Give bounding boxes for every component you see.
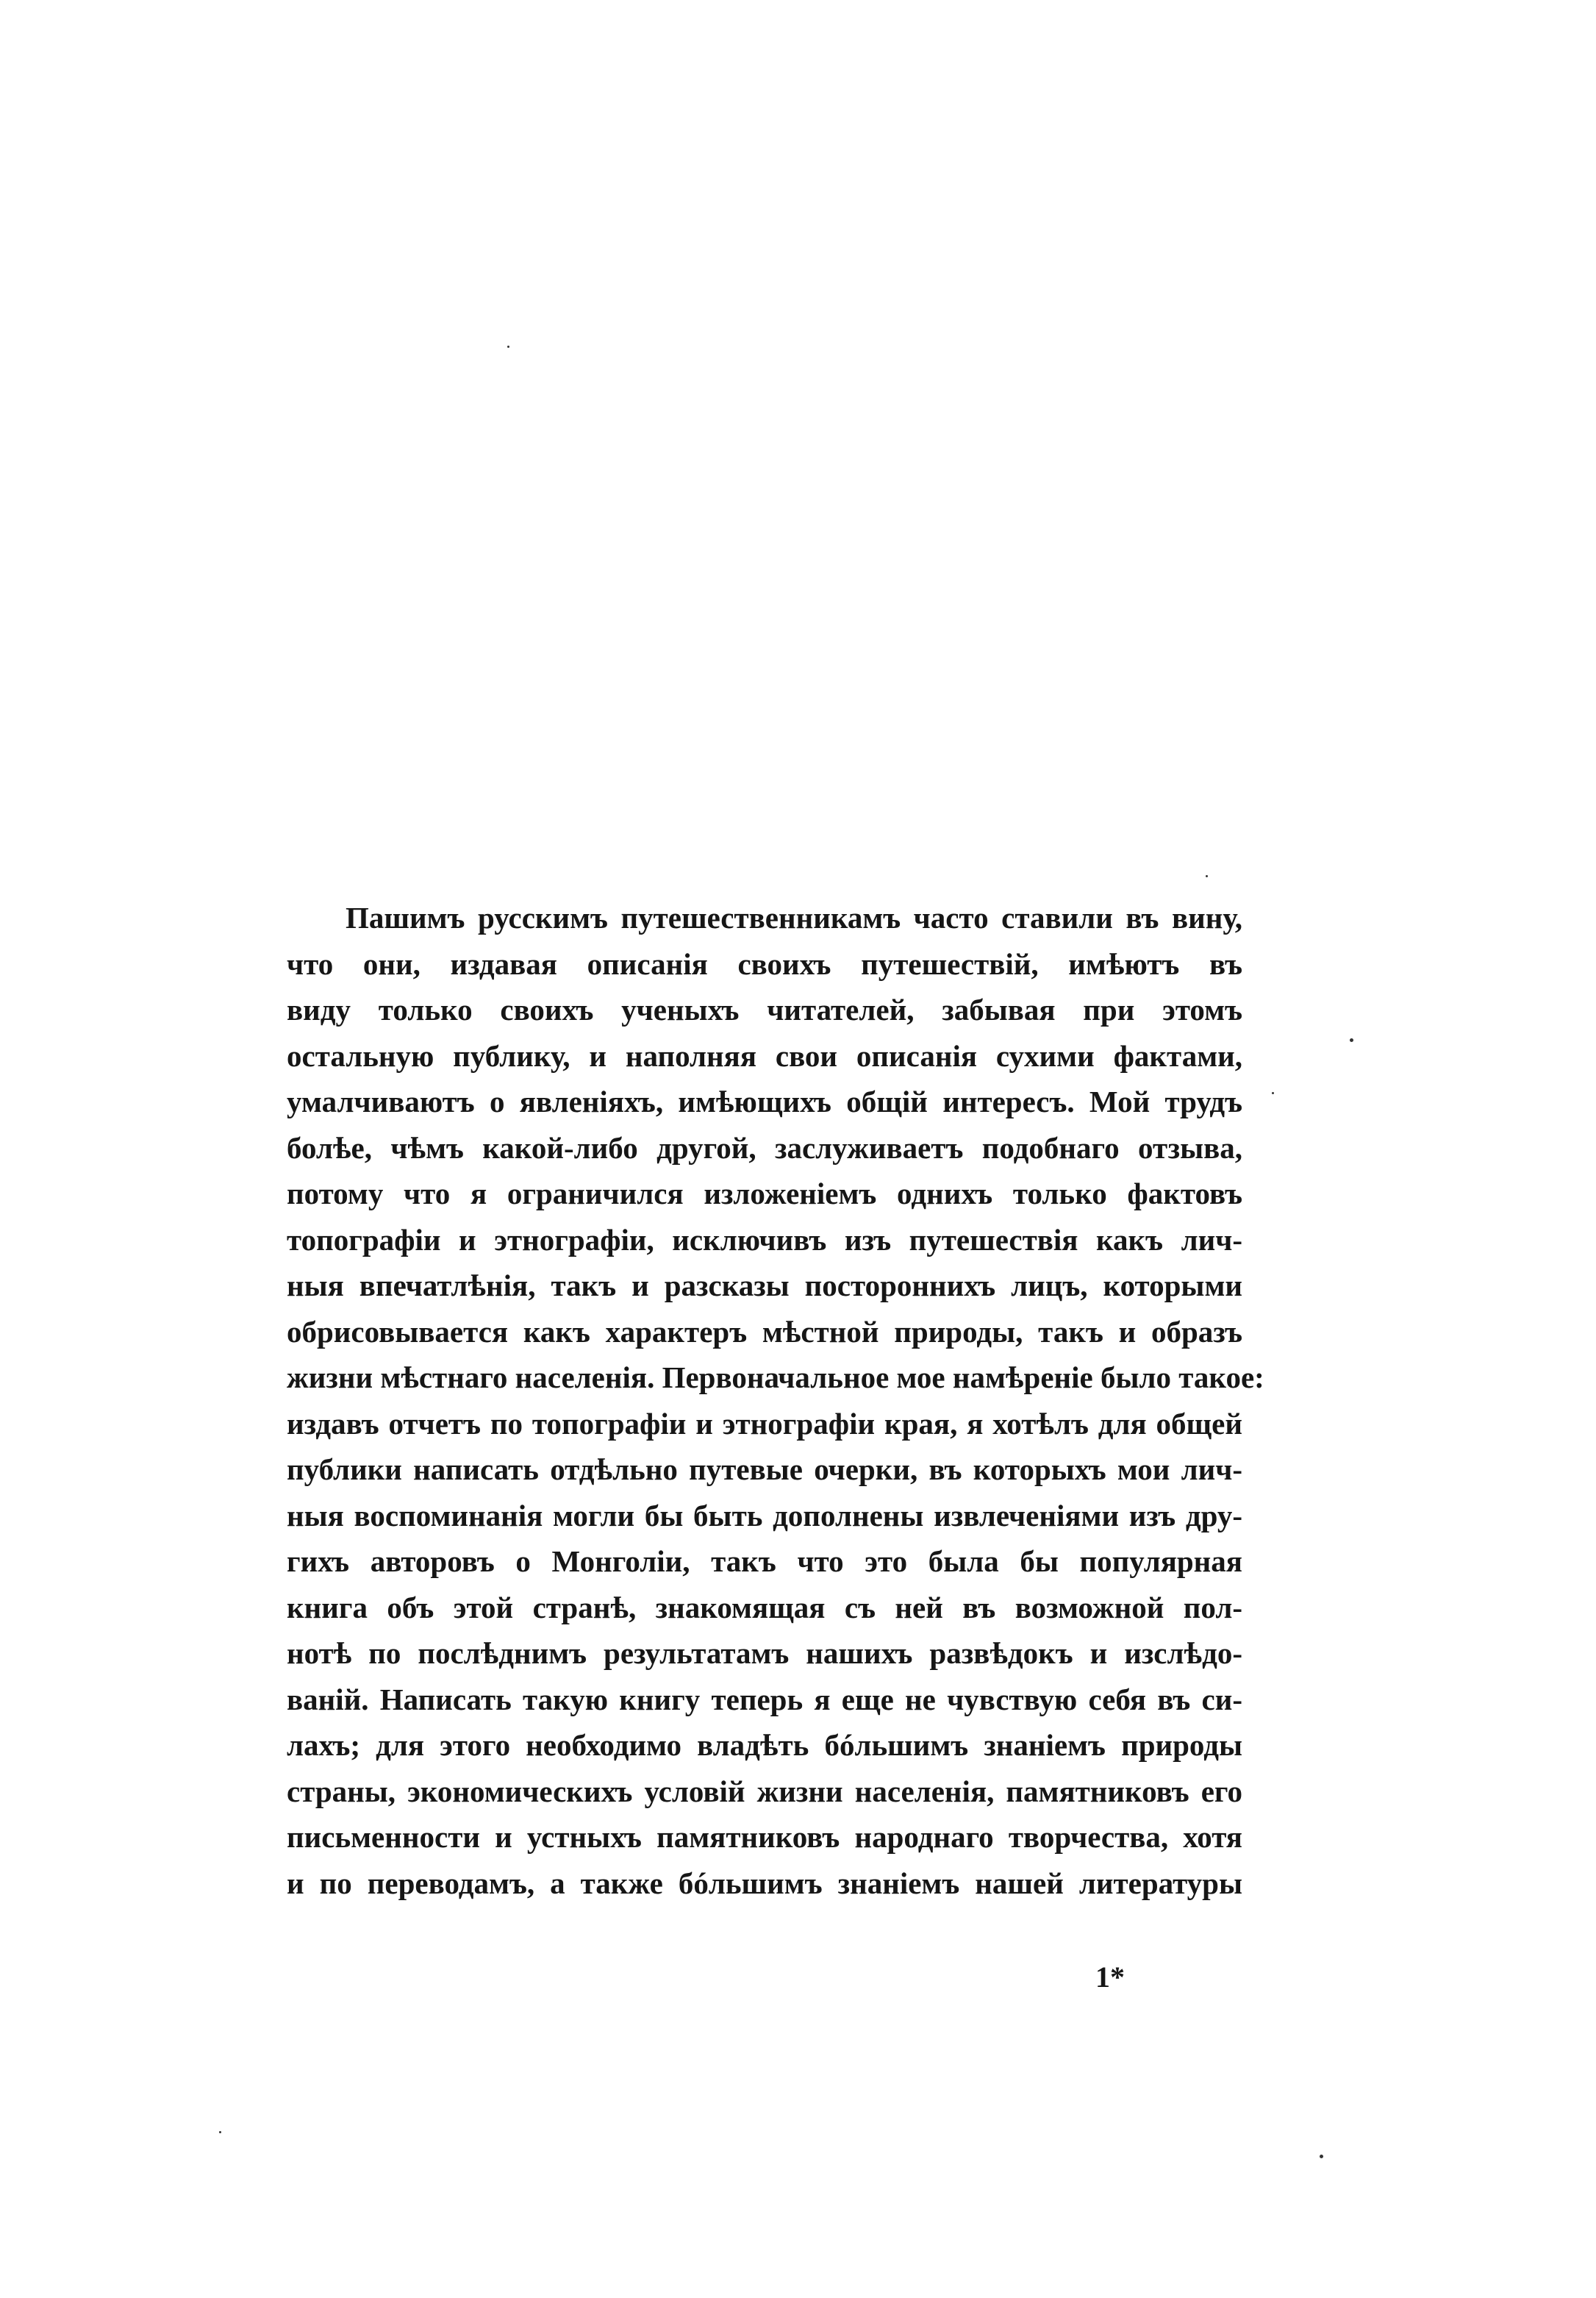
scan-speck: [1350, 1038, 1353, 1042]
text-line: гихъ авторовъ о Монголіи, такъ что это была бы популярная: [287, 1544, 1242, 1578]
text-line: нотѣ по послѣднимъ результатамъ нашихъ развѣдокъ и изслѣдо-: [287, 1636, 1242, 1670]
text-line: виду только своихъ ученыхъ читателей, забывая при этомъ: [287, 993, 1242, 1027]
text-line: топографіи и этнографіи, исключивъ изъ путешествія какъ лич-: [287, 1222, 1242, 1257]
scan-speck: [219, 2131, 221, 2133]
scan-speck: [1320, 2155, 1323, 2158]
text-line: ныя впечатлѣнія, такъ и разсказы постороннихъ лицъ, которыми: [287, 1268, 1242, 1302]
text-line: публики написать отдѣльно путевые очерки, въ которыхъ мои лич-: [287, 1452, 1242, 1486]
text-line: обрисовывается какъ характеръ мѣстной природы, такъ и образъ: [287, 1314, 1242, 1349]
scan-speck: [1206, 875, 1208, 877]
text-line: ныя воспоминанія могли бы быть дополнены извлеченіями изъ дру-: [287, 1498, 1242, 1532]
text-line: издавъ отчетъ по топографіи и этнографіи края, я хотѣлъ для общей: [287, 1406, 1242, 1441]
text-line: жизни мѣстнаго населенія. Первоначальное мое намѣреніе было такое:: [287, 1360, 1264, 1394]
text-line: Пашимъ русскимъ путешественникамъ часто ставили въ вину,: [346, 901, 1242, 935]
text-line: остальную публику, и наполняя свои описанія сухими фактами,: [287, 1038, 1242, 1073]
signature-mark: 1*: [1095, 1960, 1125, 1994]
text-line: письменности и устныхъ памятниковъ народнаго творчества, хотя: [287, 1820, 1242, 1854]
text-line: страны, экономическихъ условій жизни населенія, памятниковъ его: [287, 1774, 1242, 1808]
text-line: ваній. Написать такую книгу теперь я еще не чувствую себя въ си-: [287, 1682, 1242, 1716]
text-line: книга объ этой странѣ, знакомящая съ ней въ возможной пол-: [287, 1590, 1242, 1624]
text-line: и по переводамъ, а также бóльшимъ знаніемъ нашей литературы: [287, 1866, 1242, 1900]
text-line: потому что я ограничился изложеніемъ однихъ только фактовъ: [287, 1177, 1242, 1210]
text-line: болѣе, чѣмъ какой-либо другой, заслуживаетъ подобнаго отзыва,: [287, 1130, 1242, 1165]
scan-speck: [1272, 1092, 1274, 1094]
scan-speck: [507, 346, 509, 348]
text-line: лахъ; для этого необходимо владѣть бóльшимъ знаніемъ природы: [287, 1728, 1242, 1762]
body-paragraph: [287, 895, 1264, 1906]
text-line: что они, издавая описанія своихъ путешествій, имѣютъ въ: [287, 946, 1242, 981]
text-line: умалчиваютъ о явленіяхъ, имѣющихъ общій интересъ. Мой трудъ: [287, 1085, 1242, 1118]
